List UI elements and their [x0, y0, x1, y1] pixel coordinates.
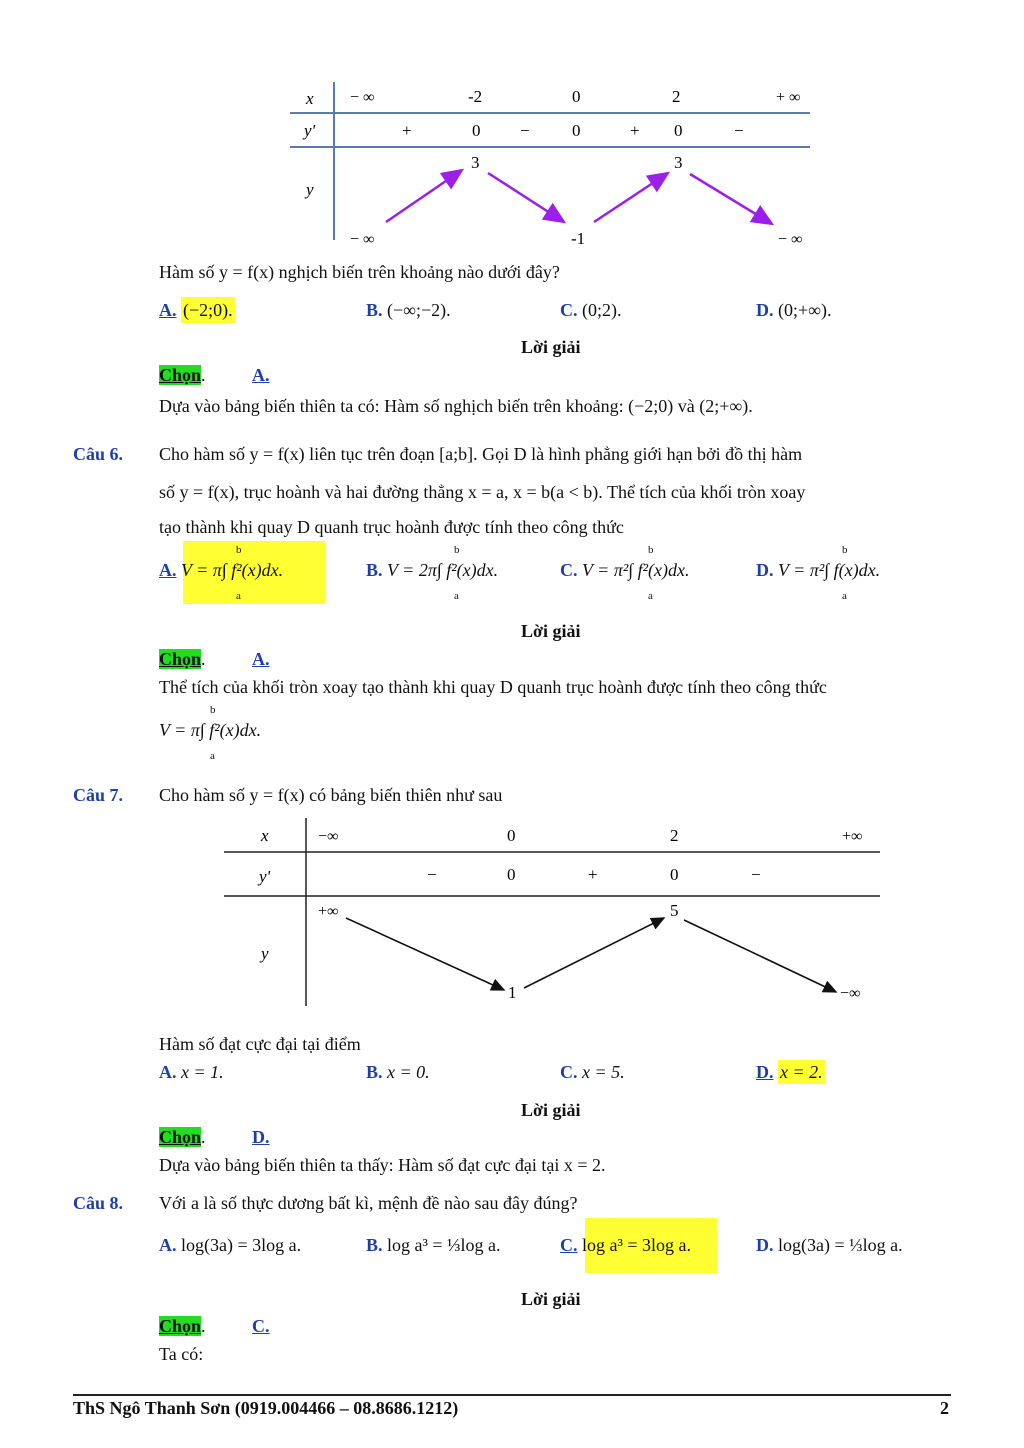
- t2-arrow-2: [524, 918, 664, 988]
- q6-label: Câu 6.: [73, 444, 124, 464]
- q5-option-d-label: D.: [756, 300, 774, 320]
- q6-chon-row: Chọn. A.: [159, 649, 270, 669]
- q8-option-b-text: log a³ = ⅓log a.: [387, 1235, 501, 1255]
- t1-y-top-1: 3: [674, 153, 683, 172]
- q5-option-d-text: (0;+∞).: [778, 300, 832, 320]
- q5-option-c-label: C.: [560, 300, 578, 320]
- q5-option-b-text: (−∞;−2).: [387, 300, 451, 320]
- q8-option-a-text: log(3a) = 3log a.: [181, 1235, 302, 1255]
- q6-d-upper: b: [842, 544, 848, 556]
- q8-answer: C.: [252, 1316, 270, 1336]
- q7-question: Cho hàm số y = f(x) có bảng biến thiên như sau: [159, 785, 503, 805]
- t1-yp-5: 0: [674, 121, 683, 140]
- q7-option-b-text: x = 0.: [387, 1062, 430, 1082]
- q6-line1: Cho hàm số y = f(x) liên tục trên đoạn [a;b]. Gọi D là hình phẳng giới hạn bởi đồ thị hàm: [159, 444, 803, 464]
- t2-y-label: y: [261, 944, 269, 963]
- q8-question: Với a là số thực dương bất kì, mệnh đề nào sau đây đúng?: [159, 1193, 578, 1213]
- q7-chon: Chọn: [159, 1127, 202, 1147]
- q8-option-d: [756, 1235, 903, 1256]
- q7-chon-row: Chọn. D.: [159, 1127, 270, 1147]
- t1-x-label: x: [306, 89, 314, 108]
- q5-option-a-text: (−2;0).: [181, 297, 235, 323]
- q6-a-lower: a: [236, 590, 241, 602]
- t2-arrow-3: [684, 920, 836, 992]
- q6-chon: Chọn: [159, 649, 202, 669]
- q5-option-a: [159, 300, 235, 321]
- t1-yp-3: 0: [572, 121, 581, 140]
- t1-y-bot-0: − ∞: [350, 231, 375, 248]
- t1-y-label: y: [306, 180, 314, 199]
- q8-option-c-label: C.: [560, 1235, 578, 1255]
- t2-yp-3: 0: [670, 865, 679, 884]
- q6-d-lower: a: [842, 590, 847, 602]
- t1-x-0: − ∞: [350, 89, 375, 106]
- q6-option-d-label: D.: [756, 560, 774, 580]
- q8-option-b: [366, 1235, 501, 1256]
- variation-table-2: [224, 816, 884, 1008]
- q6-option-d: [756, 560, 880, 581]
- footer-page-number: 2: [940, 1398, 949, 1418]
- t2-y-1: 1: [508, 983, 517, 1002]
- t1-x-1: -2: [468, 87, 483, 106]
- q7-option-a-text: x = 1.: [181, 1062, 224, 1082]
- q6-option-b-label: B.: [366, 560, 383, 580]
- t1-y-bot-2: − ∞: [778, 231, 803, 248]
- q5-option-b: [366, 300, 451, 321]
- q6-option-c: [560, 560, 690, 581]
- q6-option-c-label: C.: [560, 560, 578, 580]
- q5-solution-title: Lời giải: [521, 337, 581, 357]
- q6-formula-upper: b: [210, 704, 216, 716]
- t1-arrow-4: [690, 174, 772, 224]
- q8-option-c: [560, 1235, 691, 1256]
- t2-arrow-1: [346, 918, 504, 990]
- q8-option-b-label: B.: [366, 1235, 383, 1255]
- q8-option-d-label: D.: [756, 1235, 774, 1255]
- q7-option-c-label: C.: [560, 1062, 578, 1082]
- q7-label: Câu 7.: [73, 785, 124, 805]
- q5-answer: A.: [252, 365, 270, 385]
- q7-option-c-text: x = 5.: [582, 1062, 625, 1082]
- t1-yp-label: y': [304, 121, 316, 140]
- q6-c-upper: b: [648, 544, 654, 556]
- q7-sub-question: Hàm số đạt cực đại tại điểm: [159, 1034, 361, 1054]
- q6-a-upper: b: [236, 544, 242, 556]
- q7-option-b-label: B.: [366, 1062, 383, 1082]
- t2-x-0: −∞: [318, 828, 339, 845]
- t2-y-3: −∞: [840, 985, 861, 1002]
- t2-yp-1: 0: [507, 865, 516, 884]
- q8-solution-title: Lời giải: [521, 1289, 581, 1309]
- q8-option-a-label: A.: [159, 1235, 177, 1255]
- q8-label: Câu 8.: [73, 1193, 124, 1213]
- q6-explanation: Thể tích của khối tròn xoay tạo thành khi quay D quanh trục hoành được tính theo công thức: [159, 677, 827, 697]
- q6-option-b-text: V = 2π∫ f²(x)dx.: [387, 560, 499, 580]
- t1-y-top-0: 3: [471, 153, 480, 172]
- t2-yp-0: −: [427, 865, 437, 884]
- q5-chon: Chọn: [159, 365, 202, 385]
- q6-formula: V = π∫ f²(x)dx.: [159, 720, 262, 740]
- q6-b-lower: a: [454, 590, 459, 602]
- t1-yp-6: −: [734, 121, 744, 140]
- t1-x-3: 2: [672, 87, 681, 106]
- t2-y-0: +∞: [318, 903, 339, 920]
- q6-option-a-text: V = π∫ f²(x)dx.: [181, 560, 284, 580]
- t2-x-1: 0: [507, 826, 516, 845]
- footer-divider: [73, 1394, 951, 1396]
- q8-chon: Chọn: [159, 1316, 202, 1336]
- t2-x-3: +∞: [842, 828, 863, 845]
- t2-yp-4: −: [751, 865, 761, 884]
- q7-option-a-label: A.: [159, 1062, 177, 1082]
- q5-chon-row: Chọn. A.: [159, 365, 270, 385]
- t1-yp-0: +: [402, 121, 412, 140]
- q7-option-b: [366, 1062, 430, 1083]
- footer-author: ThS Ngô Thanh Sơn (0919.004466 – 08.8686.1212): [73, 1398, 459, 1418]
- q5-option-d: [756, 300, 831, 321]
- q7-answer: D.: [252, 1127, 270, 1147]
- q8-option-d-text: log(3a) = ⅓log a.: [778, 1235, 903, 1255]
- t2-x-label: x: [261, 826, 269, 845]
- q8-explanation: Ta có:: [159, 1344, 204, 1364]
- t2-x-2: 2: [670, 826, 679, 845]
- q5-explanation: Dựa vào bảng biến thiên ta có: Hàm số nghịch biến trên khoảng: (−2;0) và (2;+∞).: [159, 396, 753, 416]
- q6-b-upper: b: [454, 544, 460, 556]
- q7-option-a: [159, 1062, 224, 1083]
- q8-chon-row: Chọn. C.: [159, 1316, 270, 1336]
- q7-option-c: [560, 1062, 625, 1083]
- q6-c-lower: a: [648, 590, 653, 602]
- q8-option-c-text: log a³ = 3log a.: [582, 1235, 692, 1255]
- t2-y-2: 5: [670, 901, 679, 920]
- t1-arrow-1: [386, 170, 462, 222]
- t1-y-bot-1: -1: [571, 229, 586, 248]
- q6-answer: A.: [252, 649, 270, 669]
- q7-explanation: Dựa vào bảng biến thiên ta thấy: Hàm số đạt cực đại tại x = 2.: [159, 1155, 606, 1175]
- q6-line2: số y = f(x), trục hoành và hai đường thẳng x = a, x = b(a < b). Thể tích của khối tròn xoay: [159, 482, 806, 502]
- t1-arrow-3: [594, 173, 668, 222]
- t2-yp-label: y': [259, 867, 271, 886]
- q7-solution-title: Lời giải: [521, 1100, 581, 1120]
- q6-option-a: [159, 560, 283, 581]
- q6-option-d-text: V = π²∫ f(x)dx.: [778, 560, 881, 580]
- variation-table-1: [290, 78, 812, 250]
- t2-yp-2: +: [588, 865, 598, 884]
- q5-question: Hàm số y = f(x) nghịch biến trên khoảng nào dưới đây?: [159, 262, 560, 282]
- q6-formula-lower: a: [210, 750, 215, 762]
- q6-option-b: [366, 560, 498, 581]
- t1-x-4: + ∞: [776, 89, 801, 106]
- q6-option-c-text: V = π²∫ f²(x)dx.: [582, 560, 690, 580]
- q5-option-a-label: A.: [159, 300, 177, 320]
- t1-yp-4: +: [630, 121, 640, 140]
- q7-option-d: [756, 1062, 825, 1083]
- q7-option-d-label: D.: [756, 1062, 774, 1082]
- q8-option-a: [159, 1235, 301, 1256]
- q5-option-c-text: (0;2).: [582, 300, 622, 320]
- q6-solution-title: Lời giải: [521, 621, 581, 641]
- q5-option-b-label: B.: [366, 300, 383, 320]
- q6-line3: tạo thành khi quay D quanh trục hoành được tính theo công thức: [159, 517, 624, 537]
- t1-arrow-2: [488, 173, 564, 222]
- q5-option-c: [560, 300, 622, 321]
- q6-option-a-label: A.: [159, 560, 177, 580]
- t1-x-2: 0: [572, 87, 581, 106]
- t1-yp-1: 0: [472, 121, 481, 140]
- q7-option-d-text: x = 2.: [780, 1062, 823, 1082]
- t1-yp-2: −: [520, 121, 530, 140]
